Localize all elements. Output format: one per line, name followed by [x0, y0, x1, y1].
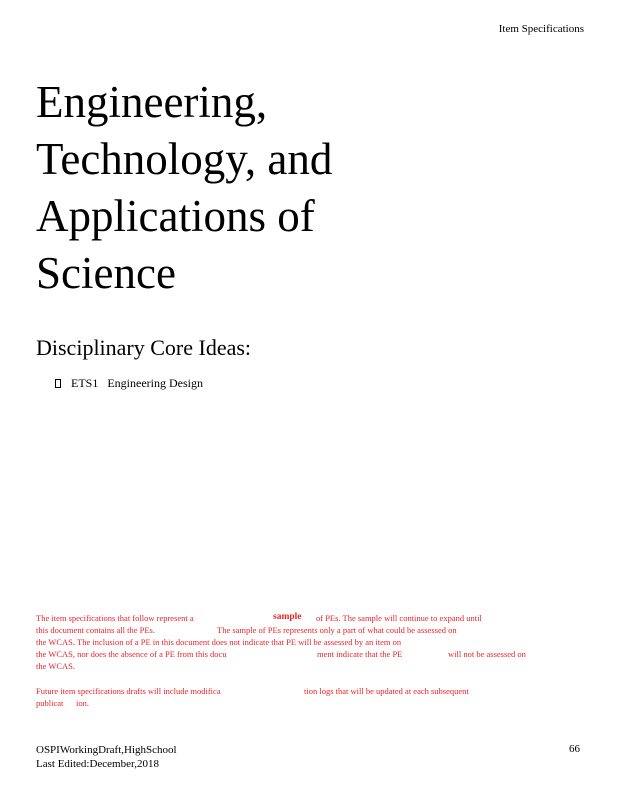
- disclaimer-emphasis: sample: [273, 612, 302, 622]
- footer-edited-label: Last Edited:December,2018: [36, 758, 159, 770]
- dci-heading: Disciplinary Core Ideas:: [36, 335, 252, 360]
- disclaimer-paragraph-2: [36, 685, 556, 709]
- disclaimer-paragraph-1: [36, 612, 556, 672]
- disclaimer-text: The sample of PEs represents only a part of what could be assessed on: [217, 625, 457, 635]
- disclaimer-text: this document contains all the PEs.: [36, 625, 155, 635]
- title-line: Engineering,: [36, 77, 268, 127]
- disclaimer-text: the WCAS. The inclusion of a PE in this document does not indicate that PE will be assessed by an item on: [36, 637, 402, 647]
- disclaimer-line: [36, 648, 556, 660]
- disclaimer-text: will not be assessed on: [448, 649, 526, 659]
- disclaimer-text: publicat: [36, 698, 64, 708]
- disclaimer-line: [36, 660, 556, 672]
- running-header: Item Specifications: [498, 23, 584, 35]
- title-line: Applications of: [36, 191, 315, 241]
- dci-list: [55, 376, 203, 391]
- disclaimer-line: [36, 612, 556, 624]
- title-line: Technology, and: [36, 134, 333, 184]
- disclaimer-text: of PEs. The sample will continue to expand until: [316, 613, 482, 623]
- disclaimer-line: [36, 624, 556, 636]
- disclaimer-text: the WCAS, nor does the absence of a PE from this docu: [36, 649, 227, 659]
- disclaimer-text: ment indicate that the PE: [317, 649, 403, 659]
- page-title: [36, 74, 456, 302]
- disclaimer-text: ion.: [76, 698, 89, 708]
- footer-info: [36, 743, 177, 771]
- dci-label: Engineering Design: [107, 376, 203, 390]
- disclaimer-line: [36, 685, 556, 697]
- dci-code: ETS1: [71, 376, 99, 390]
- disclaimer-text: tion logs that will be updated at each subsequent: [304, 686, 469, 696]
- footer-draft-label: OSPIWorkingDraft,HighSchool: [36, 744, 177, 756]
- dci-item: [55, 376, 203, 391]
- disclaimer-text: Future item specifications drafts will include modifica: [36, 686, 221, 696]
- bullet-icon: [55, 379, 61, 388]
- disclaimer-line: [36, 697, 556, 709]
- disclaimer-text: The item specifications that follow represent a: [36, 613, 194, 623]
- page-number: 66: [569, 743, 580, 755]
- disclaimer-text: the WCAS.: [36, 661, 76, 671]
- disclaimer-line: [36, 636, 556, 648]
- title-line: Science: [36, 248, 176, 298]
